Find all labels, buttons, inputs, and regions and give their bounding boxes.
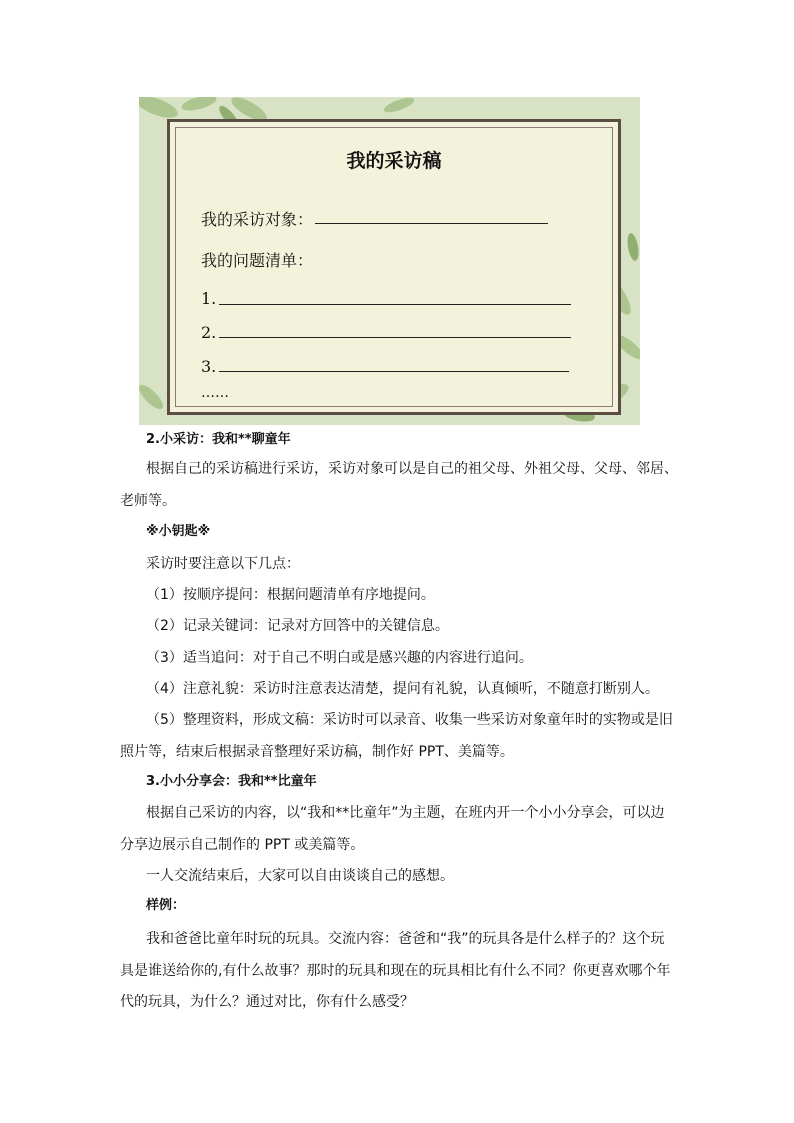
question-blank-line-1: [219, 304, 571, 305]
subject-label: 我的采访对象：: [201, 210, 314, 229]
card-title: 我的采访稿: [346, 150, 442, 172]
question-blank-line-3: [219, 371, 569, 372]
section3-paragraph2: 一人交流结束后，大家可以自由谈谈自己的感想。: [146, 868, 454, 884]
section2-paragraph-line1: 根据自己的采访稿进行采访，采访对象可以是自己的祖父母、外祖父母、父母、邻居、: [146, 461, 678, 477]
question-number-3: 3.: [201, 357, 217, 376]
questions-label: 我的问题清单：: [201, 251, 314, 270]
example-line3: 代的玩具，为什么？通过对比，你有什么感受？: [120, 994, 414, 1010]
question-number-1: 1.: [201, 289, 217, 308]
section3-paragraph-line1: 根据自己采访的内容，以“我和**比童年”为主题，在班内开一个小小分享会，可以边: [146, 805, 665, 821]
section3-heading: 3.小小分享会：我和**比童年: [146, 774, 317, 789]
tip-item-3: （3）适当追问：对于自己不明白或是感兴趣的内容进行追问。: [146, 650, 533, 666]
tip-item-1: （1）按顺序提问：根据问题清单有序地提问。: [146, 587, 435, 603]
example-line1: 我和爸爸比童年时玩的玩具。交流内容：爸爸和“我”的玩具各是什么样子的？这个玩: [146, 931, 665, 947]
card-ellipsis: ……: [201, 385, 229, 401]
example-line2: 具是谁送给你的,有什么故事？那时的玩具和现在的玩具相比有什么不同？你更喜欢哪个年: [120, 963, 671, 979]
tips-intro: 采访时要注意以下几点：: [146, 556, 300, 572]
section3-paragraph-line2: 分享边展示自己制作的 PPT 或美篇等。: [120, 837, 365, 853]
question-blank-line-2: [219, 337, 571, 338]
section2-heading: 2.小采访：我和**聊童年: [146, 432, 291, 447]
tip-item-4: （4）注意礼貌：采访时注意表达清楚，提问有礼貌，认真倾听，不随意打断别人。: [146, 681, 659, 697]
question-number-2: 2.: [201, 323, 217, 342]
card-frame: [167, 119, 621, 415]
tip-item-5-line2: 照片等，结束后根据录音整理好采访稿，制作好 PPT、美篇等。: [120, 744, 514, 760]
tip-item-5-line1: （5）整理资料，形成文稿：采访时可以录音、收集一些采访对象童年时的实物或是旧: [146, 712, 673, 728]
tips-heading: ※小钥匙※: [146, 524, 211, 539]
example-heading: 样例：: [146, 898, 186, 913]
subject-blank-line: [315, 223, 548, 224]
section2-paragraph-line2: 老师等。: [120, 493, 176, 509]
tip-item-2: （2）记录关键词：记录对方回答中的关键信息。: [146, 618, 449, 634]
interview-card-figure: [139, 97, 640, 425]
